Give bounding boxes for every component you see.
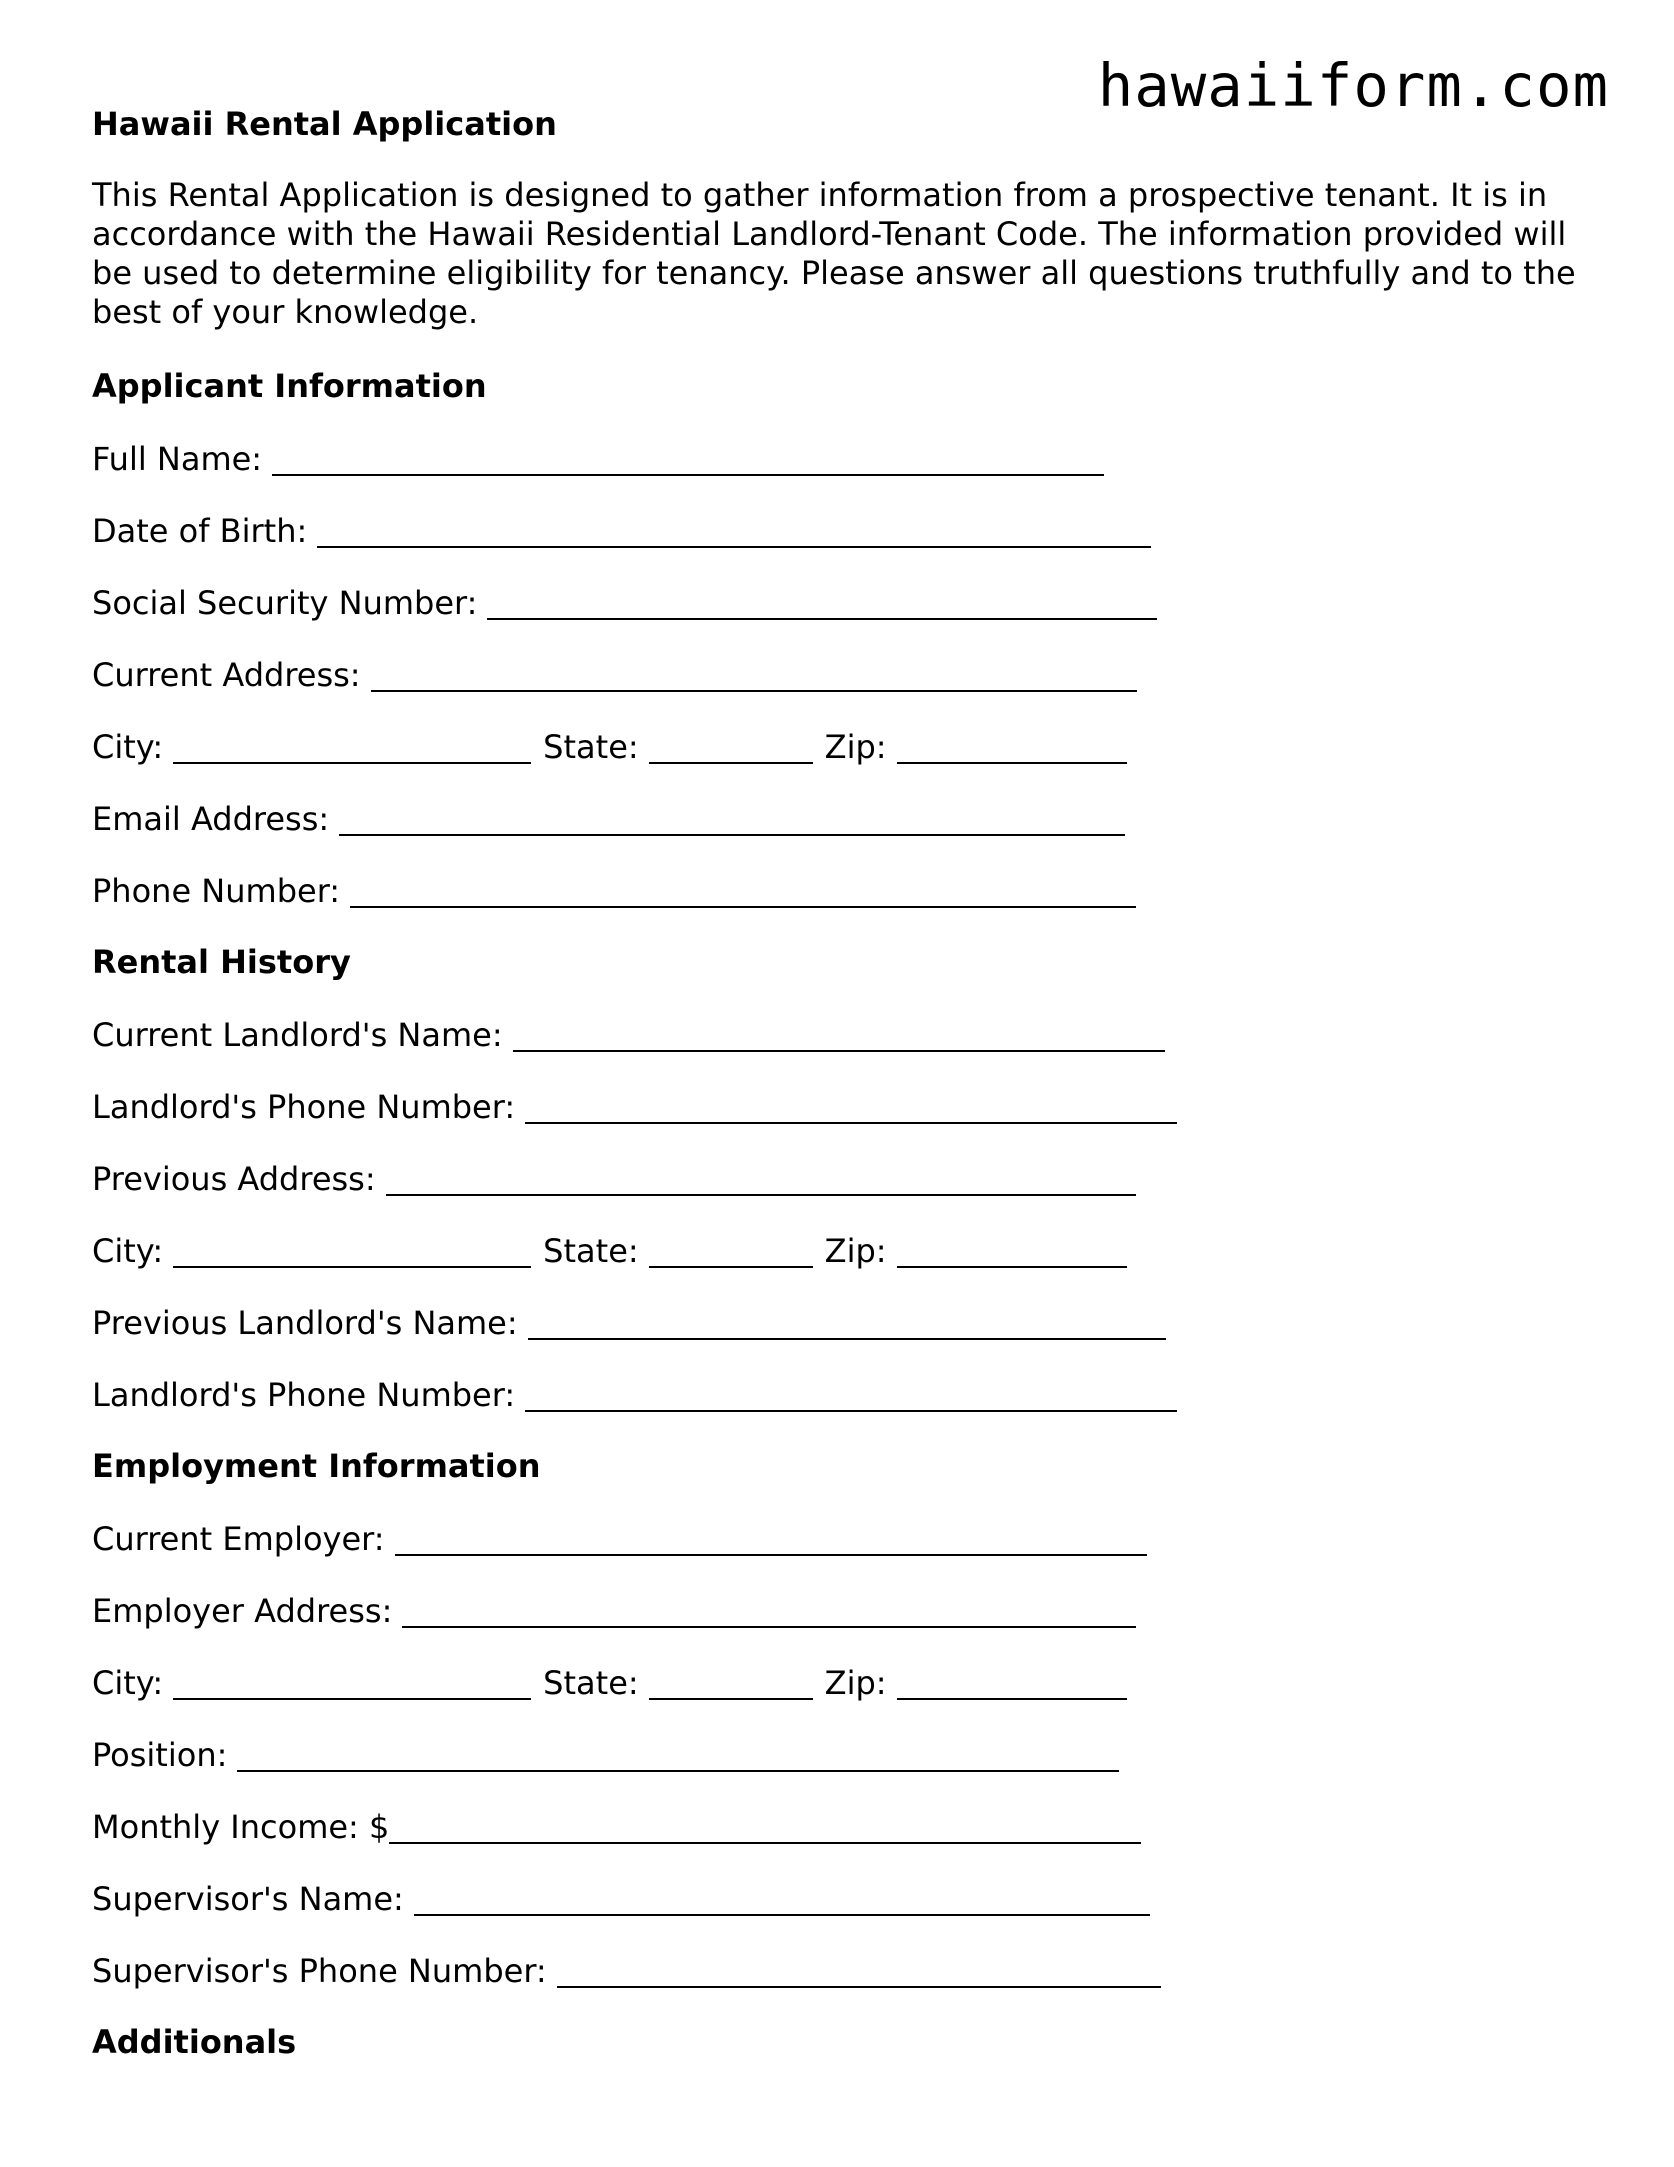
current-landlord-field[interactable] (513, 1024, 1165, 1052)
email-row (92, 800, 1125, 838)
ssn-field[interactable] (487, 592, 1157, 620)
full-name-label: Full Name: (92, 440, 263, 478)
landlord-phone-label: Landlord's Phone Number: (92, 1088, 516, 1126)
page-title: Hawaii Rental Application (92, 105, 557, 143)
phone-row (92, 872, 1136, 910)
state-label: State: (543, 1232, 639, 1270)
monthly-income-row (92, 1808, 1141, 1846)
ssn-label: Social Security Number: (92, 584, 478, 622)
position-label: Position: (92, 1736, 228, 1774)
landlord-phone-label-2: Landlord's Phone Number: (92, 1376, 516, 1414)
employment-state-field[interactable] (649, 1672, 813, 1700)
supervisor-name-field[interactable] (414, 1888, 1150, 1916)
applicant-city-field[interactable] (173, 736, 531, 764)
supervisor-name-row (92, 1880, 1150, 1918)
full-name-field[interactable] (272, 448, 1104, 476)
zip-label: Zip: (824, 728, 887, 766)
applicant-city-row (92, 728, 1127, 766)
previous-landlord-row (92, 1304, 1166, 1342)
rental-city-field[interactable] (173, 1240, 531, 1268)
current-address-field[interactable] (371, 664, 1137, 692)
landlord-phone-row-2 (92, 1376, 1177, 1414)
ssn-row (92, 584, 1157, 622)
section-title-applicant: Applicant Information (92, 367, 487, 405)
phone-label: Phone Number: (92, 872, 341, 910)
intro-paragraph: This Rental Application is designed to gather information from a prospective tenant. It is in accordance with the Hawaii Residential Landlord-Tenant Code. The information provided will be used to determine eligibility for tenancy. Please answer all questions truthfully and to the best of your knowledge. (92, 176, 1576, 331)
monthly-income-label: Monthly Income: $ (92, 1808, 390, 1846)
current-address-label: Current Address: (92, 656, 361, 694)
previous-address-label: Previous Address: (92, 1160, 376, 1198)
section-title-rental: Rental History (92, 943, 351, 981)
state-label: State: (543, 728, 639, 766)
previous-landlord-label: Previous Landlord's Name: (92, 1304, 518, 1342)
landlord-phone-row (92, 1088, 1177, 1126)
current-address-row (92, 656, 1137, 694)
city-label: City: (92, 1232, 164, 1270)
employer-address-field[interactable] (402, 1600, 1136, 1628)
position-row (92, 1736, 1119, 1774)
applicant-state-field[interactable] (649, 736, 813, 764)
current-employer-field[interactable] (395, 1528, 1147, 1556)
employment-zip-field[interactable] (897, 1672, 1127, 1700)
supervisor-phone-label: Supervisor's Phone Number: (92, 1952, 547, 1990)
zip-label: Zip: (824, 1664, 887, 1702)
employment-city-row (92, 1664, 1127, 1702)
rental-zip-field[interactable] (897, 1240, 1127, 1268)
current-landlord-label: Current Landlord's Name: (92, 1016, 503, 1054)
dob-label: Date of Birth: (92, 512, 308, 550)
email-field[interactable] (339, 808, 1125, 836)
supervisor-name-label: Supervisor's Name: (92, 1880, 404, 1918)
rental-state-field[interactable] (649, 1240, 813, 1268)
dob-field[interactable] (317, 520, 1151, 548)
state-label: State: (543, 1664, 639, 1702)
employer-address-label: Employer Address: (92, 1592, 393, 1630)
applicant-zip-field[interactable] (897, 736, 1127, 764)
section-title-additionals: Additionals (92, 2023, 297, 2061)
employer-address-row (92, 1592, 1136, 1630)
email-label: Email Address: (92, 800, 330, 838)
position-field[interactable] (237, 1744, 1119, 1772)
dob-row (92, 512, 1151, 550)
city-label: City: (92, 1664, 164, 1702)
supervisor-phone-field[interactable] (557, 1960, 1161, 1988)
city-label: City: (92, 728, 164, 766)
current-landlord-row (92, 1016, 1165, 1054)
previous-address-field[interactable] (386, 1168, 1136, 1196)
landlord-phone-field[interactable] (525, 1096, 1177, 1124)
current-employer-row (92, 1520, 1147, 1558)
landlord-phone-field-2[interactable] (525, 1384, 1177, 1412)
employment-city-field[interactable] (173, 1672, 531, 1700)
watermark: hawaiiform.com (1097, 51, 1609, 120)
full-name-row (92, 440, 1104, 478)
supervisor-phone-row (92, 1952, 1161, 1990)
monthly-income-field[interactable] (389, 1816, 1141, 1844)
section-title-employment: Employment Information (92, 1447, 541, 1485)
zip-label: Zip: (824, 1232, 887, 1270)
rental-city-row (92, 1232, 1127, 1270)
previous-address-row (92, 1160, 1136, 1198)
phone-field[interactable] (350, 880, 1136, 908)
current-employer-label: Current Employer: (92, 1520, 385, 1558)
previous-landlord-field[interactable] (528, 1312, 1166, 1340)
